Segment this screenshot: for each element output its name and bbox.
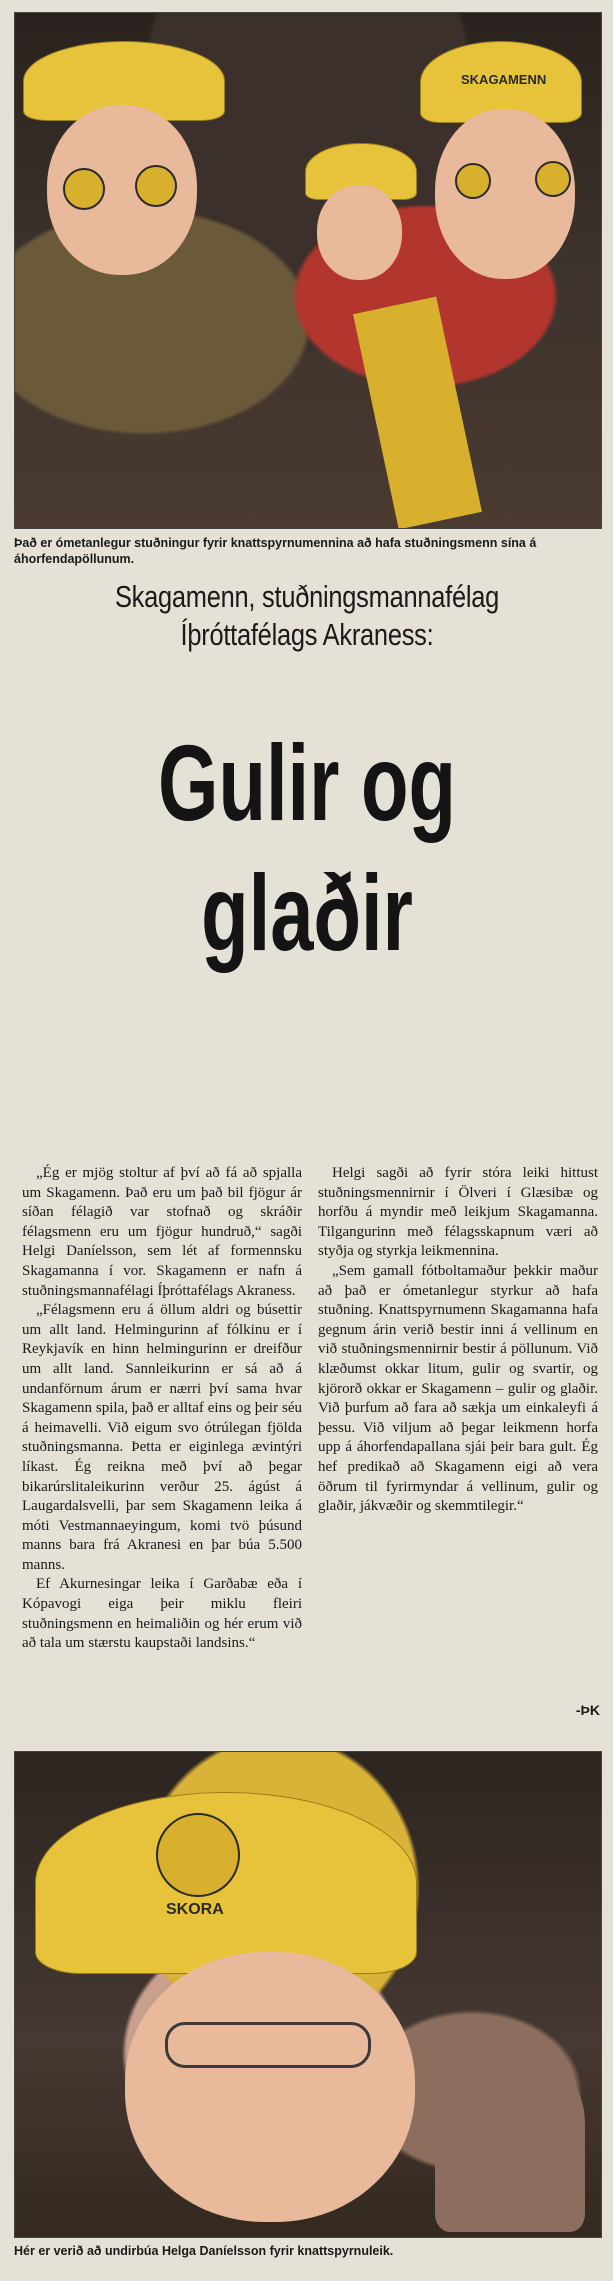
main-headline: Gulir og glaðir	[157, 722, 457, 973]
glasses	[165, 2022, 371, 2068]
face-paint-badge-icon	[455, 163, 491, 199]
article-paragraph: „Ég er mjög stoltur af því að fá að spjalla um Skagamenn. Það eru um það bil fjögur ár síðan félagið var stofnað og skráðir félagsmenn eru um fjögur hundruð,“ sagði Helgi Daníelsson, sem lét af formennsku Skagamanna í vor. Skagamenn er nafn á stuðningsmannafélagi Íþróttafélags Akraness.	[22, 1165, 302, 1299]
man-face	[125, 1952, 415, 2222]
face-paint-badge-icon	[535, 161, 571, 197]
painting-hand	[435, 2052, 585, 2232]
face-paint-badge-icon	[63, 168, 105, 210]
fan-face	[317, 185, 402, 280]
bottom-photo	[14, 1751, 602, 2238]
text-column-left	[22, 1164, 302, 1654]
top-photo	[14, 12, 602, 529]
cap-logo-text: SKORA	[166, 1901, 224, 1918]
article-paragraph: Helgi sagði að fyrir stóra leiki hittust stuðningsmennirnir í Ölveri í Glæsibæ og horfðu á myndir með leikjum Skagamanna. Tilgangurinn með félagsskapnum væri að styðja og styrkja leikmennina.	[318, 1165, 598, 1260]
cap-logo-text: SKAGAMENN	[461, 72, 547, 87]
face-paint-badge-icon	[135, 165, 177, 207]
yellow-cap	[35, 1792, 417, 1974]
bottom-photo-caption: Hér er verið að undirbúa Helga Daníelsson fyrir knattspyrnuleik.	[14, 2244, 394, 2258]
article-paragraph: Ef Akurnesingar leika í Garðabæ eða í Kópavogi eiga þeir miklu fleiri stuðningsmenn en heimaliðin og hér erum við að tala um stærstu kaupstaði landsins.“	[22, 1576, 302, 1652]
article-paragraph: „Félagsmenn eru á öllum aldri og búsettir um allt land. Helmingurinn af fólkinu er í Reykjavík en hinn helmingurinn er dreifður um allt land. Sannleikurinn er sá að á undanförnum árum er nærri því sama hvar Skagamenn spila, það er alltaf eins og þeir séu á heimavelli. Við eigum svo ótrúlegan fjölda stuðningsmanna. Þetta er eiginlega ævintýri líkast. Ég reikna með því að þegar bikarúrslitaleikurinn verður 25. ágúst á Laugardalsvelli, þar sem Skagamenn leika á móti Vestmannaeyingum, komi tvö þúsund manns bara frá Akranesi en þar búa 5.500 manns.	[22, 1302, 302, 1573]
byline: -ÞK	[575, 1702, 600, 1718]
cap-logo-icon	[156, 1813, 240, 1897]
article-paragraph: „Sem gamall fótboltamaður þekkir maður að það er ómetanlegur styrkur að hafa stuðning. Knattspyrnumenn Skagamanna hafa gegnum árin verið bestir inni á vellinum en við stuðningsmennirnir bestir á pöllunum. Við klæðumst okkar litum, gulir og svartir, og kjörorð okkar er Skagamenn – gulir og glaðir. Við þurfum að fara að sækja um einkaleyfi á þessu. Við viljum að þegar leikmenn horfa upp á áhorfendapallana sjái þeir bara gult. Ég hef predikað að Skagamenn eigi að vera öðrum til fyrirmyndar á vellinum, gulir og glaðir, jákvæðir og skemmtilegir.“	[318, 1262, 598, 1515]
top-photo-caption: Það er ómetanlegur stuðningur fyrir knattspyrnumennina að hafa stuðningsmenn sína á áhorfendapöllunum.	[14, 536, 537, 566]
text-column-right	[318, 1164, 598, 1517]
yellow-scarf	[353, 297, 482, 529]
kicker-headline: Skagamenn, stuðningsmannafélag Íþróttafélags Akraness:	[114, 579, 500, 652]
